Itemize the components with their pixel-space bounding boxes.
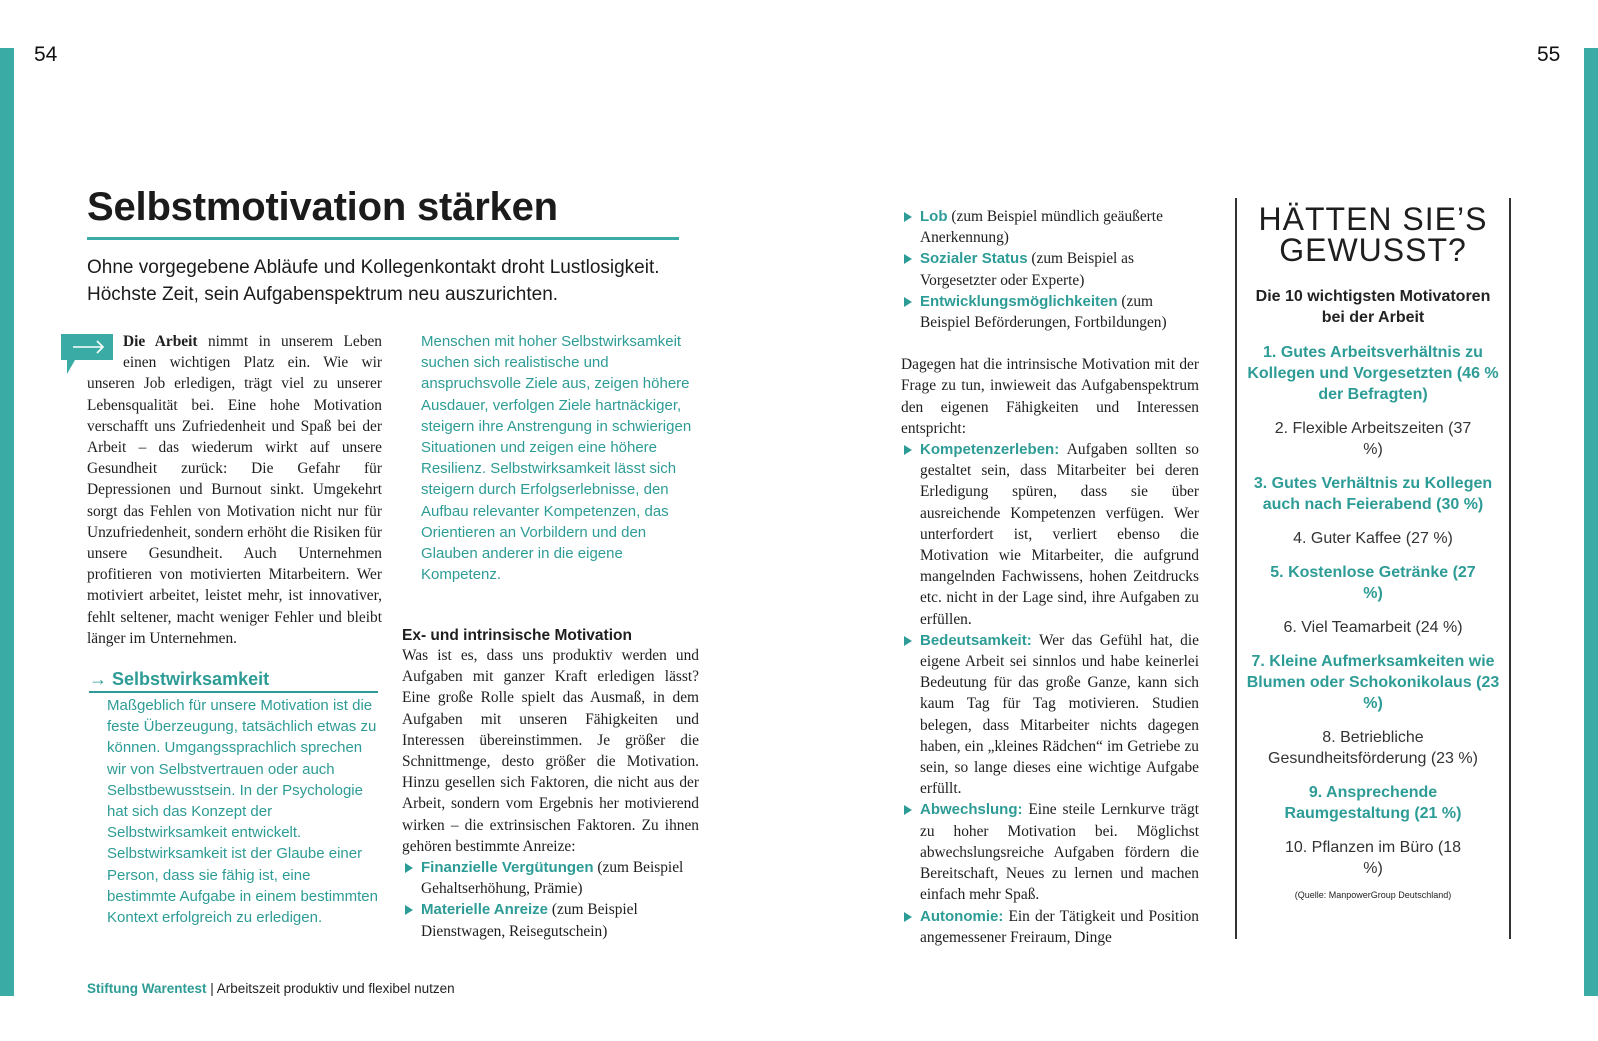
list-item: 1. Gutes Arbeitsverhältnis zu Kollegen und Vorgesetzten (46 % der Befragten) (1247, 344, 1499, 403)
sidebox-source: (Quelle: ManpowerGroup Deutschland) (1294, 890, 1452, 900)
selbstwirksamkeit-heading: → Selbstwirksamkeit (89, 669, 270, 689)
sidebox-right-rule (1509, 198, 1511, 939)
did-you-know-box (1240, 201, 1506, 900)
list-item: 8. Betriebliche Gesundheitsförderung (23 %) (1268, 729, 1478, 767)
list-item: 6. Viel Teamarbeit (24 %) (1283, 619, 1463, 636)
bullet-keyword: Lob (920, 208, 948, 225)
list-item (901, 439, 1199, 630)
sidebox-title (1240, 201, 1506, 268)
selbstwirksamkeit-text: Maßgeblich für unsere Motivation ist die feste Überzeugung, tatsächlich etwas zu können. Umgangssprachlich sprechen wir von Selbstvertrauen oder auch Selbstbewusstsein. In der Psychologie hat sich das Konzept der Selbstwirksamkeit entwickelt. Selbstwirksamkeit ist der Glaube einer Person, dass sie fähig ist, eine bestimmte Aufgabe in einem bestimmten Kontext erfolgreich zu erledigen. (107, 697, 378, 927)
bullet-text: (zum Beispiel Gehaltserhöhung, Prämie) (421, 859, 684, 898)
footer-brand: Stiftung Warentest (87, 981, 207, 996)
intro-paragraph (87, 331, 382, 649)
bullet-text: (zum Beispiel as Vorgesetzter oder Experte) (920, 250, 1134, 289)
list-item: 2. Flexible Arbeitszeiten (37 %) (1274, 420, 1472, 458)
list-item (901, 906, 1199, 948)
list-item (402, 857, 699, 899)
list-item: 10. Pflanzen im Büro (18 %) (1284, 839, 1462, 877)
page-number-right: 55 (1537, 43, 1561, 66)
bullet-keyword: Finanzielle Vergütungen (421, 859, 594, 877)
list-item: 3. Gutes Verhältnis zu Kollegen auch nach Feierabend (30 %) (1253, 475, 1493, 513)
bullet-text: Aufgaben sollten so gestaltet sein, dass Mitarbeiter bei deren Erledigung spüren, dass sie über ausreichende Kompetenzen verfügen. Wer unterfordert ist, verliert ebenso die Motivation wie Mitarbeiter, die aufgrund mangelnden Fachwissens, hohen Zeitdrucks etc. nicht in der Lage sind, ihre Aufgaben zu erfüllen. (920, 441, 1199, 628)
bullet-keyword: Bedeutsamkeit: (920, 631, 1032, 649)
footer (87, 981, 455, 996)
footer-separator: | (210, 981, 214, 996)
list-item (901, 291, 1199, 333)
footer-book-title: Arbeitszeit produktiv und flexibel nutzen (216, 981, 455, 996)
list-item (901, 248, 1199, 290)
selbstwirksamkeit-underline (89, 691, 378, 693)
motivation-paragraph: Was ist es, dass uns produktiv werden und Aufgaben mit ganzer Kraft erledigen lässt? Eine große Rolle spielt das Ausmaß, in dem Aufgaben mit unseren Fähigkeiten und Interessen übereinstimmen. Je größer die Schnittmenge, desto größer die Motivation. Hinzu gesellen sich Faktoren, die nicht aus der Arbeit, sondern vom Ergebnis her motivierend wirken – die extrinsischen Faktoren. Zu ihnen gehören bestimmte Anreize: (402, 647, 699, 855)
bullet-keyword: Sozialer Status (920, 250, 1028, 268)
bullet-text: Ein der Tätigkeit und Position angemessener Freiraum, Dinge (920, 907, 1199, 946)
bullet-text: Eine steile Lernkurve trägt zu hoher Motivation bei. Möglichst abwechslungsreiche Aufgaben fördern die Bereitschaft, Neues zu lernen und machen einfach mehr Spaß. (920, 801, 1199, 904)
bullet-keyword: Kompetenzerleben: (920, 441, 1060, 459)
lead-paragraph: Ohne vorgegebene Abläufe und Kollegenkontakt droht Lustlosigkeit. Höchste Zeit, sein Aufgabenspektrum neu auszurichten. (87, 257, 660, 305)
bullet-text: (zum Beispiel Dienstwagen, Reisegutschein) (421, 901, 638, 940)
list-item (402, 899, 699, 941)
sidebox-left-rule (1235, 198, 1237, 939)
sidebox-title-line-2: GEWUSST? (1279, 232, 1467, 268)
bullet-text: (zum Beispiel Beförderungen, Fortbildungen) (920, 292, 1167, 332)
list-item (901, 206, 1199, 248)
selbstwirksamkeit-continued: Menschen mit hoher Selbstwirksamkeit suchen sich realistische und anspruchsvolle Ziele aus, zeigen höhere Ausdauer, verfolgen Ziele hartnäckiger, steigern ihre Anstrengung in schwierigen Situationen und zeigen eine höhere Resilienz. Selbstwirksamkeit lässt sich steigern durch Erfolgserlebnisse, den Aufbau relevanter Kompetenzen, das Orientieren an Vorbildern und den Glauben anderer in die eigene Kompetenz. (421, 333, 692, 584)
bullet-text: Wer das Gefühl hat, die eigene Arbeit sei sinnlos und habe keinerlei Bedeutung für das große Ganze, kann sich kaum Tag für Tag motivieren. Studien belegen, dass Mitarbeiter nichts dagegen haben, ein „kleines Rädchen“ im Getriebe zu sein, so lange dieses eine wichtige Aufgabe erfüllt. (920, 631, 1199, 798)
bullet-keyword: Entwicklungsmöglichkeiten (920, 292, 1118, 310)
list-item (901, 799, 1199, 905)
sidebox-title-line-1: HÄTTEN SIE’S (1258, 201, 1488, 237)
list-item (901, 630, 1199, 800)
left-page-edge-bar (0, 48, 14, 996)
list-item: 7. Kleine Aufmerksamkeiten wie Blumen oder Schokonikolaus (23 %) (1246, 653, 1500, 712)
list-item: 5. Kostenlose Getränke (27 %) (1270, 564, 1476, 602)
selbstwirksamkeit-heading-text: Selbstwirksamkeit (112, 669, 270, 689)
motivation-heading: Ex- und intrinsische Motivation (402, 627, 632, 644)
sidebox-subtitle: Die 10 wichtigsten Motivatoren bei der Arbeit (1255, 288, 1491, 326)
list-item: 4. Guter Kaffee (27 %) (1293, 530, 1453, 547)
intro-text: nimmt in unserem Leben einen wichtigen Platz ein. Wie wir unseren Job erledigen, trägt viel zu unserer Lebensqualität bei. Eine hohe Motivation verschafft uns Zufriedenheit und Spaß bei der Arbeit – das wiederum wirkt auf unsere Gesundheit zurück: Die Gefahr für Depressionen und Burnout sinkt. Umgekehrt sorgt das Fehlen von Motivation nicht nur für Unzufriedenheit, sondern erhöht die Risiken für unsere Gesundheit. Auch Unternehmen profitieren von motivierten Mitarbeitern. Wer motiviert arbeitet, leistet mehr, ist innovativer, fehlt seltener, macht weniger Fehler und bleibt länger im Unternehmen. (87, 333, 382, 647)
page-number-left: 54 (34, 43, 58, 66)
list-item: 9. Ansprechende Raumgestaltung (21 %) (1284, 784, 1462, 822)
column-3 (901, 206, 1199, 948)
bullet-text: (zum Beispiel mündlich geäußerte Anerkennung) (920, 208, 1163, 247)
page-title: Selbstmotivation stärken (87, 185, 558, 229)
bullet-keyword: Abwechslung: (920, 801, 1023, 819)
intrinsic-paragraph: Dagegen hat die intrinsische Motivation mit der Frage zu tun, inwieweit das Aufgabenspektrum den eigenen Fähigkeiten und Interessen entspricht: (901, 356, 1199, 437)
bullet-keyword: Autonomie: (920, 907, 1004, 925)
title-underline (87, 237, 679, 240)
right-page-edge-bar (1584, 48, 1598, 996)
column-2-main (402, 627, 699, 942)
bullet-keyword: Materielle Anreize (421, 901, 548, 919)
intro-lead-word: Die Arbeit (123, 333, 198, 350)
